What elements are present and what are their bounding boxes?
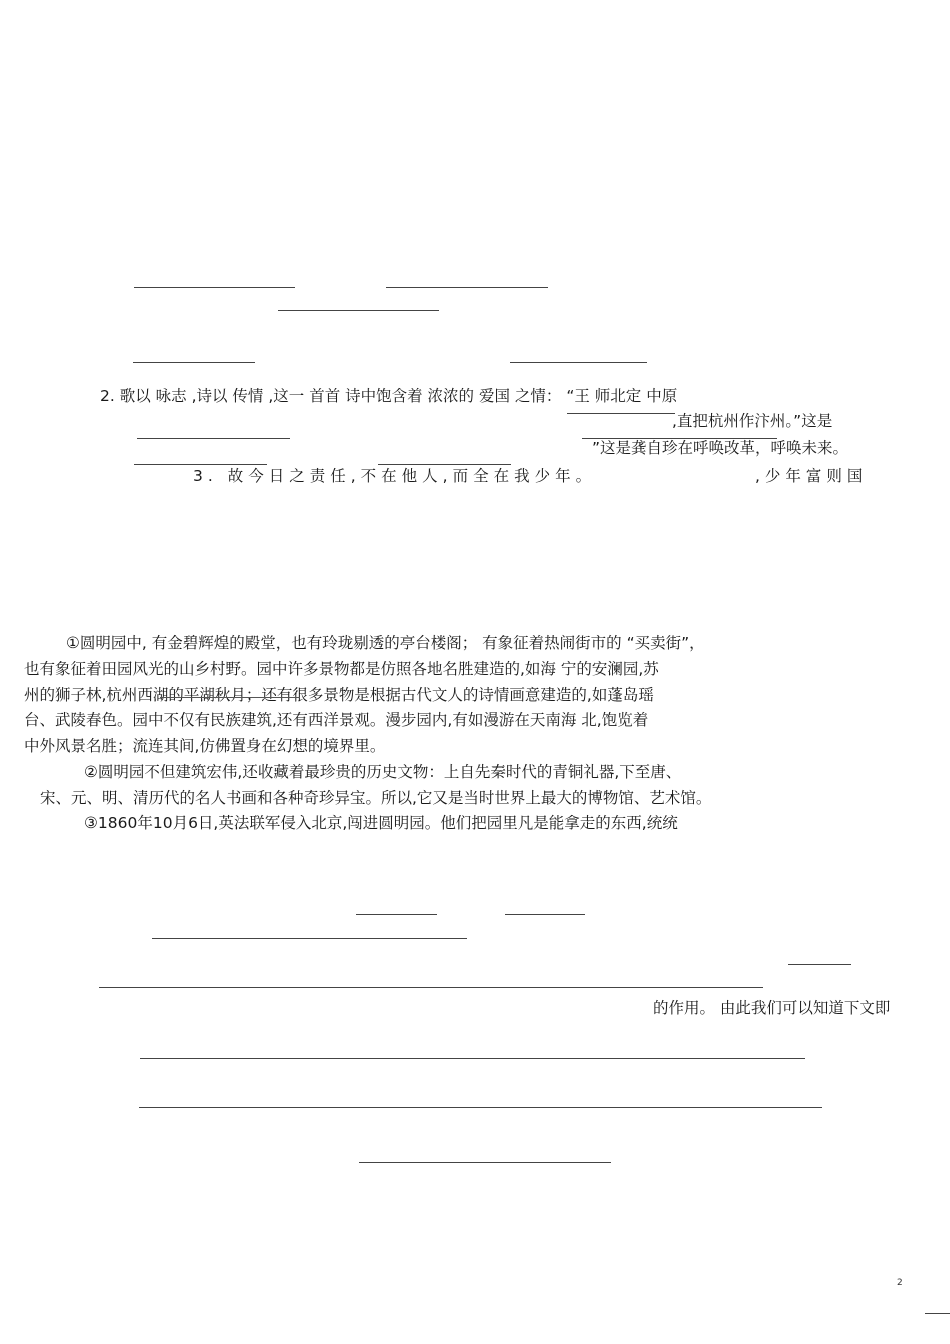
answer-blank	[510, 362, 647, 363]
question-tail-text: 的作用。 由此我们可以知道下文即	[653, 999, 891, 1017]
question-3-line-1: 3. 故今日之责任,不在他人,而全在我少年。	[193, 467, 597, 485]
passage-paragraph-1: 州的狮子林,杭州西湖的平湖秋月；还有很多景物是根据古代文人的诗情画意建造的,如蓬岛瑶	[24, 686, 654, 704]
answer-blank	[140, 1058, 805, 1059]
passage-paragraph-2: ②圆明园不但建筑宏伟,还收藏着最珍贵的历史文物：上自先秦时代的青铜礼器,下至唐、	[84, 763, 682, 781]
question-2-line-2: ,直把杭州作汴州。”这是	[672, 412, 833, 430]
answer-blank	[386, 287, 548, 288]
answer-blank	[359, 1162, 611, 1163]
passage-paragraph-1: ①圆明园中, 有金碧辉煌的殿堂，也有玲珑剔透的亭台楼阁； 有象征着热闹街市的 “买卖街”，	[66, 634, 705, 652]
answer-blank	[134, 287, 295, 288]
answer-blank	[378, 464, 511, 465]
answer-blank	[356, 914, 437, 915]
answer-blank	[152, 938, 467, 939]
page-number: 2	[897, 1278, 903, 1288]
answer-blank	[99, 987, 763, 988]
passage-paragraph-1: 中外风景名胜；流连其间,仿佛置身在幻想的境界里。	[24, 737, 386, 755]
answer-blank	[788, 964, 851, 965]
strike-underline	[160, 697, 300, 698]
question-3-line-1-tail: ,少年富则国	[755, 467, 868, 485]
answer-blank	[133, 362, 255, 363]
footer-rule	[925, 1313, 950, 1314]
passage-paragraph-1: 也有象征着田园风光的山乡村野。园中许多景物都是仿照各地名胜建造的,如海 宁的安澜园,苏	[24, 660, 659, 678]
passage-paragraph-2: 宋、元、明、清历代的名人书画和各种奇珍异宝。所以,它又是当时世界上最大的博物馆、艺术馆。	[40, 789, 712, 807]
answer-blank	[139, 1107, 822, 1108]
answer-blank	[134, 464, 267, 465]
answer-blank	[505, 914, 585, 915]
question-2-line-1: 2. 歌以 咏志 ,诗以 传情 ,这一 首首 诗中饱含着 浓浓的 爱国 之情： “王 师北定 中原	[100, 387, 678, 405]
answer-blank	[137, 438, 290, 439]
answer-blank	[278, 310, 439, 311]
answer-blank	[567, 413, 675, 414]
question-2-line-3: ”这是龚自珍在呼唤改革，呼唤未来。	[592, 439, 849, 457]
passage-paragraph-1: 台、武陵春色。园中不仅有民族建筑,还有西洋景观。漫步园内,有如漫游在天南海 北,饱览着	[24, 711, 649, 729]
passage-paragraph-3: ③1860年10月6日,英法联军侵入北京,闯进圆明园。他们把园里凡是能拿走的东西,统统	[84, 814, 678, 832]
